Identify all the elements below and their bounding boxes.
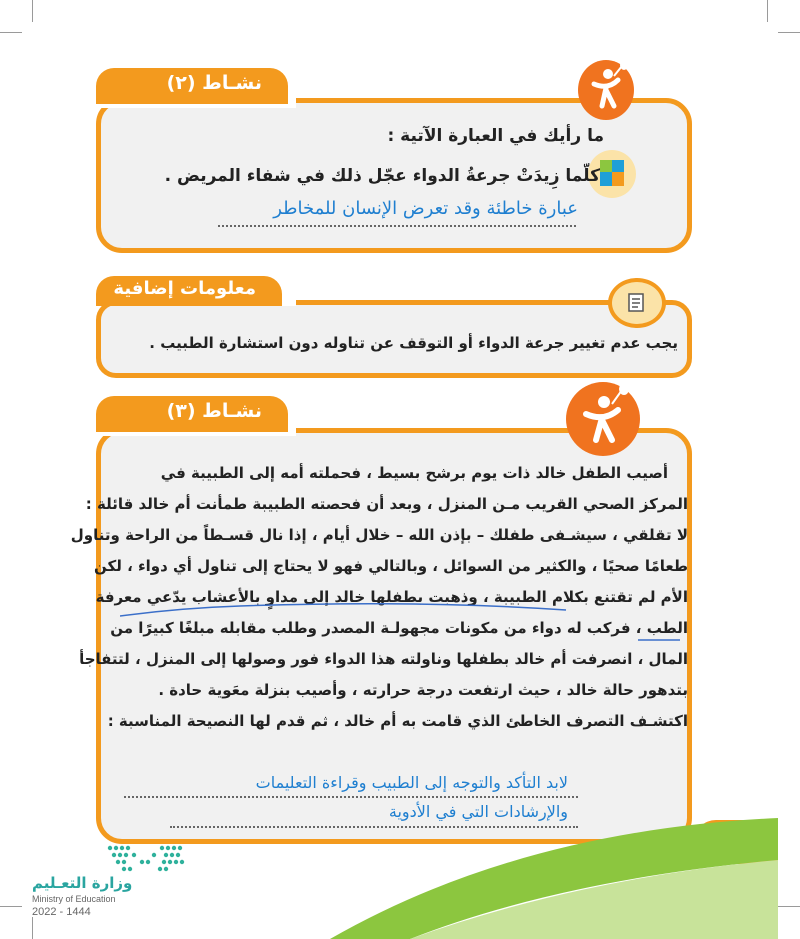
activity-2-title: نشـاط (٢) — [166, 72, 262, 94]
extra-info-text: يجب عدم تغيير جرعة الدواء أو التوقف عن تناوله دون استشارة الطبيب . — [149, 334, 678, 352]
paragraph-line: لا تقلقي ، سيشـفى طفلك – بإذن الله – خلال أيام ، إذا نال قسـطاً من الراحة وتناول — [70, 526, 688, 544]
activity-3-answer-line-2[interactable]: والإرشادات التي في الأدوية — [388, 802, 568, 821]
paragraph-line: المال ، انصرفت أم خالد بطفلها وناولته هذا الدواء فور وصولها إلى المنزل ، لتتفاجأ — [79, 650, 688, 668]
paragraph-line: الأم لم تقتنع بكلام الطبيبة ، وذهبت بطفلها خالد إلى مداوٍ بالأعشاب يدّعي معرفة — [95, 588, 688, 606]
ministry-name-english: Ministry of Education — [32, 894, 116, 904]
activity-2-statement: كلّما زِيدَتْ جرعةُ الدواء عجّل ذلك في شفاء المريض . — [164, 166, 600, 186]
paragraph-line: الطب ، فركب له دواء من مكونات مجهولـة المصدر وطلب مقابله مبلغًا كبيرًا من — [110, 619, 688, 637]
activity-2-answer[interactable]: عبارة خاطئة وقد تعرض الإنسان للمخاطر — [273, 198, 578, 219]
paragraph-line: طعامًا صحيًا ، والكثير من السوائل ، وبالتالي فهو لا يحتاج إلى تناول أي دواء ، لكن — [94, 557, 688, 575]
ministry-name-arabic: وزارة التعـليم — [32, 874, 133, 892]
ministry-dots-logo — [104, 842, 190, 876]
paragraph-line: المركز الصحي القريب مـن المنزل ، وبعد أن فحصته الطبيبة طمأنت أم خالد قائلة : — [85, 495, 688, 513]
paragraph-line: بتدهور حالة خالد ، حيث ارتفعت درجة حرارته ، وأصيب بنزلة معَوية حادة . — [158, 681, 688, 699]
extra-info-title: معلومات إضافية — [113, 278, 256, 299]
activity-3-title: نشـاط (٣) — [166, 400, 262, 422]
paragraph-line: اكتشـف التصرف الخاطئ الذي قامت به أم خالد ، ثم قدم لها النصيحة المناسبة : — [107, 712, 688, 730]
ministry-year: 2022 - 1444 — [32, 906, 91, 918]
activity-2-question: ما رأيك في العبارة الآتية : — [387, 126, 604, 146]
activity-3-answer-line-1[interactable]: لابد التأكد والتوجه إلى الطبيب وقراءة التعليمات — [255, 773, 568, 792]
paragraph-line: أصيب الطفل خالد ذات يوم برشح بسيط ، فحملته أمه إلى الطبيبة في — [160, 464, 668, 482]
